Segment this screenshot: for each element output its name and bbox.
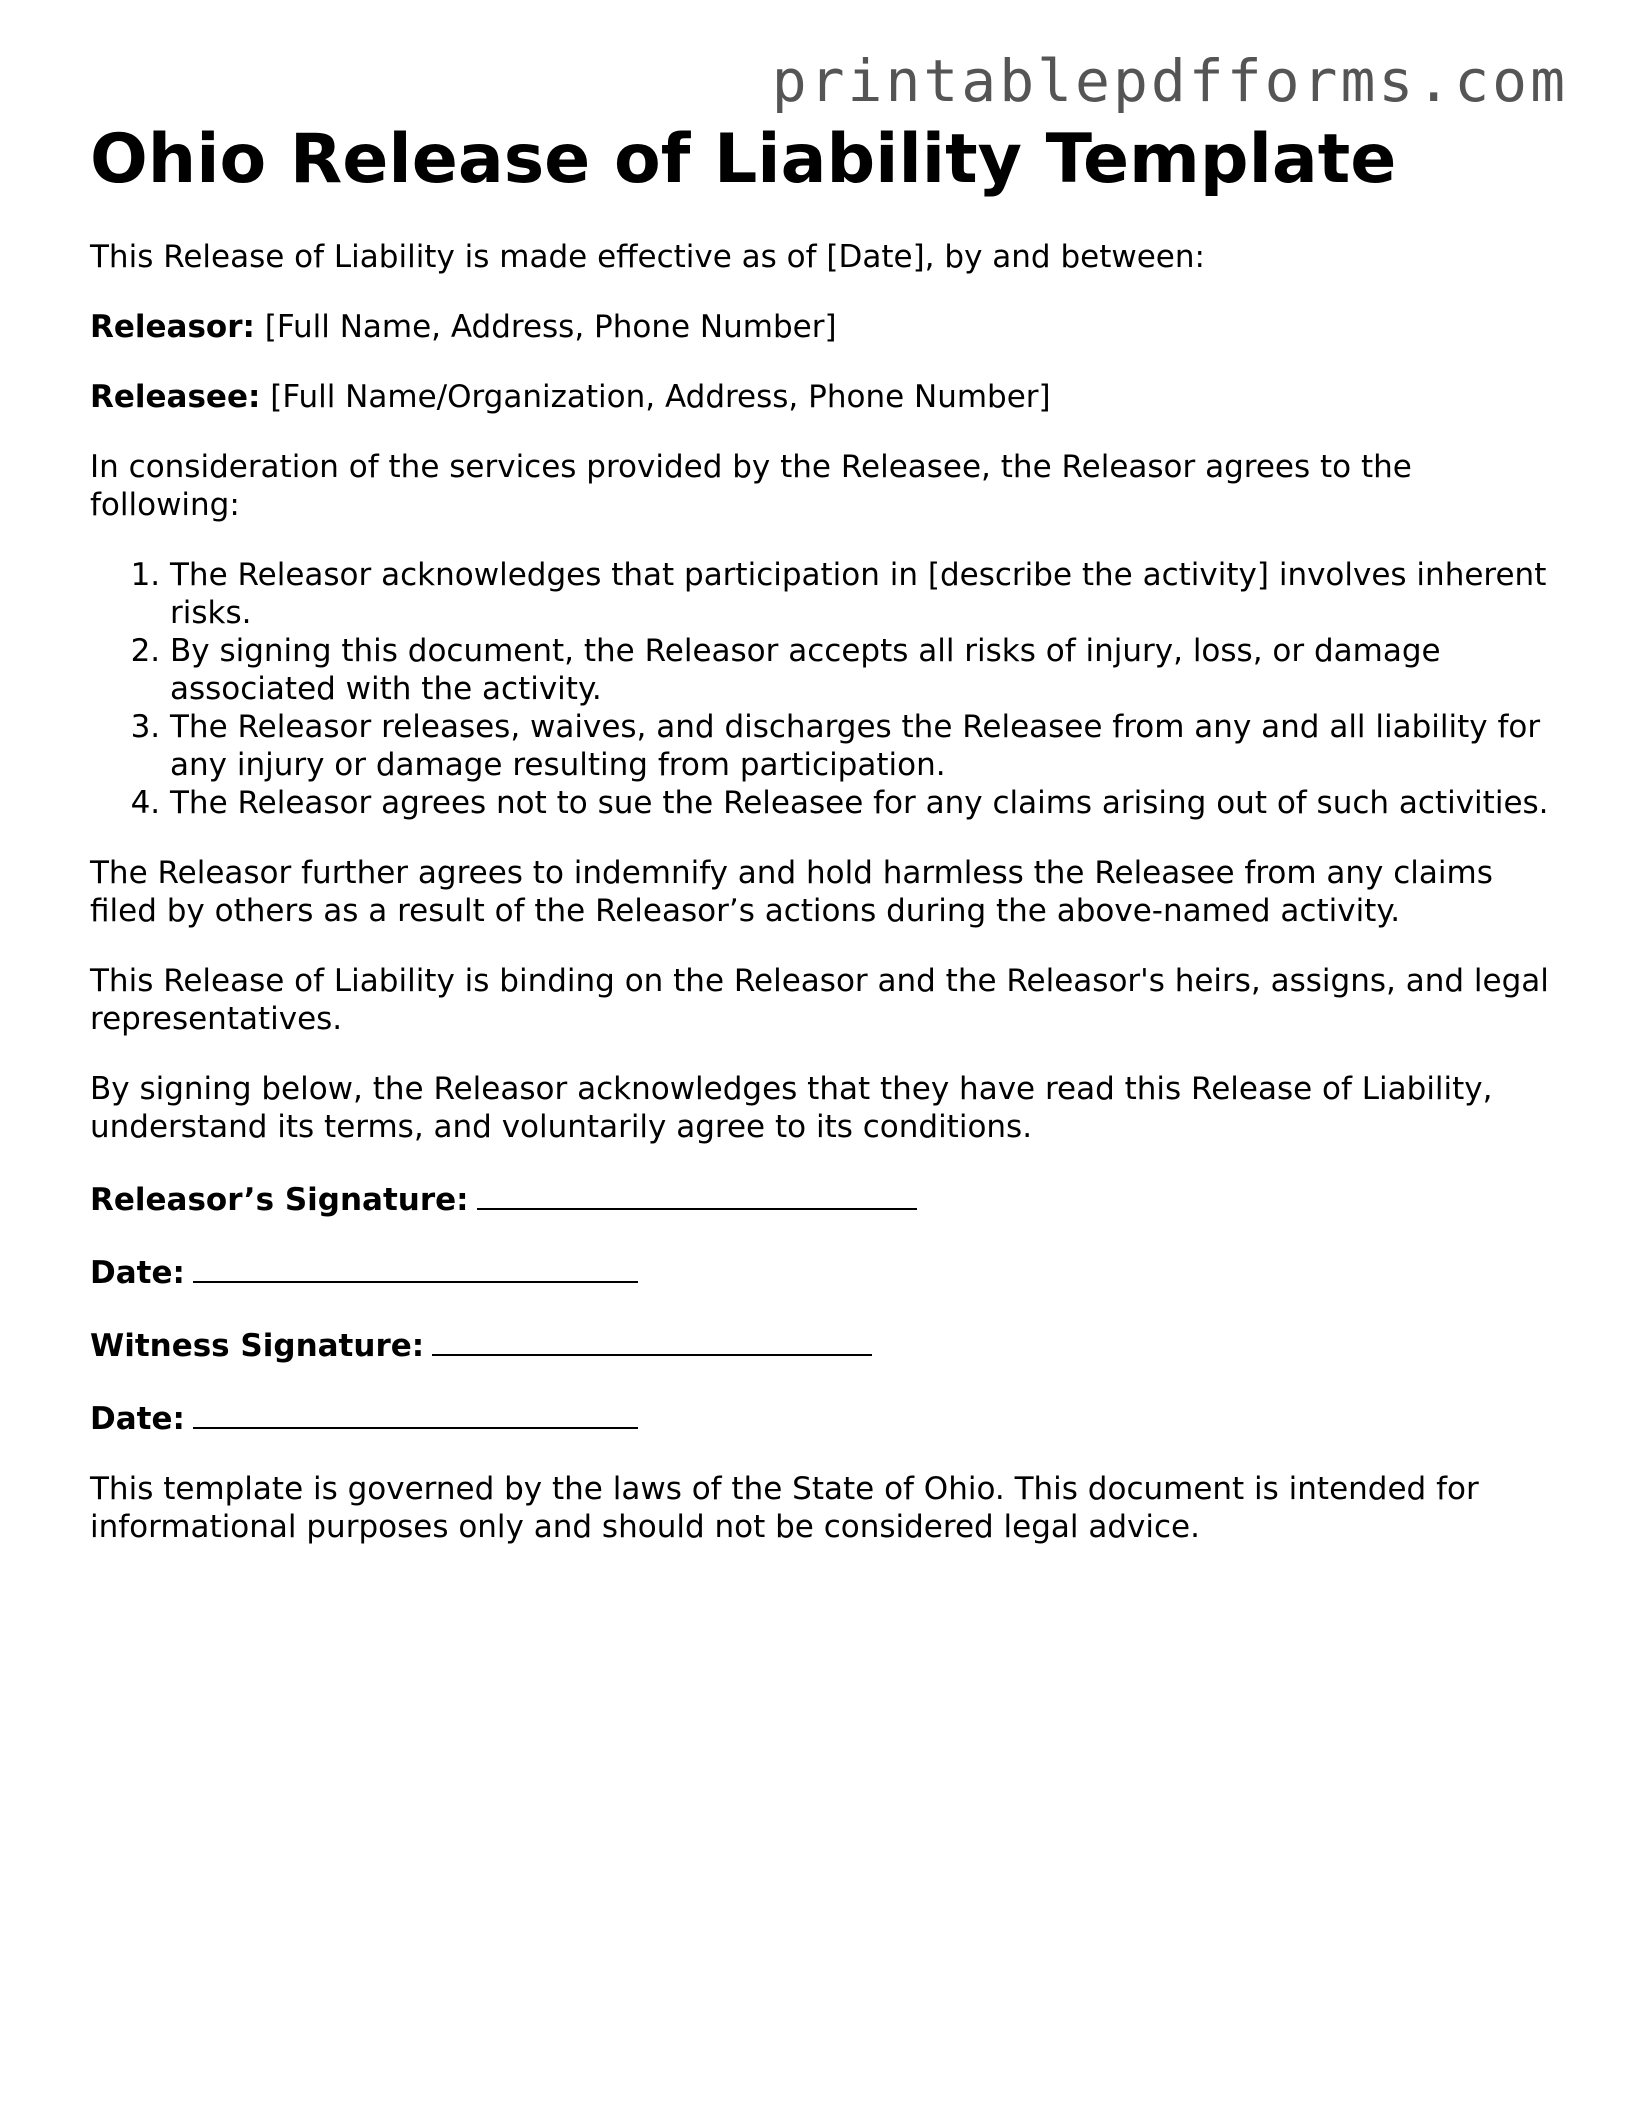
releasor-label: Releasor: <box>90 309 255 345</box>
governing-paragraph: This template is governed by the laws of the State of Ohio. This document is intended for informational purposes only and should not be considered legal advice. <box>90 1471 1479 1545</box>
releasor-signature-label: Releasor’s Signature: <box>90 1182 469 1218</box>
date-row-2 <box>90 1397 1550 1438</box>
document-page <box>90 120 1550 1578</box>
releasor-value: [Full Name, Address, Phone Number] <box>254 309 837 345</box>
list-item: 3. The Releasor releases, waives, and discharges the Releasee from any and all liability for any injury or damage resulting from participation. <box>170 708 1550 784</box>
witness-signature-row <box>90 1324 1550 1365</box>
releasor-signature-row <box>90 1178 1550 1219</box>
witness-signature-field[interactable] <box>432 1324 872 1356</box>
date-field[interactable] <box>193 1397 638 1429</box>
witness-signature-label: Witness Signature: <box>90 1328 425 1364</box>
list-item: 1. The Releasor acknowledges that participation in [describe the activity] involves inherent risks. <box>170 556 1550 632</box>
page-title: Ohio Release of Liability Template <box>90 120 1397 199</box>
watermark: printablepdfforms.com <box>771 47 1568 115</box>
date-label: Date: <box>90 1401 185 1437</box>
list-item: 2. By signing this document, the Releasor accepts all risks of injury, loss, or damage associated with the activity. <box>170 632 1550 708</box>
intro-paragraph: This Release of Liability is made effective as of [Date], by and between: <box>90 239 1205 275</box>
releasee-label: Releasee: <box>90 379 261 415</box>
list-item: 4. The Releasor agrees not to sue the Releasee for any claims arising out of such activities. <box>170 784 1550 822</box>
terms-list <box>90 556 1550 822</box>
consideration-paragraph: In consideration of the services provided by the Releasee, the Releasor agrees to the following: <box>90 449 1412 523</box>
acknowledge-paragraph: By signing below, the Releasor acknowledges that they have read this Release of Liability, understand its terms, and voluntarily agree to its conditions. <box>90 1071 1493 1145</box>
releasor-signature-field[interactable] <box>477 1178 917 1210</box>
date-row-1 <box>90 1251 1550 1292</box>
releasor-line <box>90 308 1550 346</box>
releasee-line <box>90 378 1550 416</box>
releasee-value: [Full Name/Organization, Address, Phone Number] <box>260 379 1051 415</box>
binding-paragraph: This Release of Liability is binding on the Releasor and the Releasor's heirs, assigns, and legal representatives. <box>90 963 1549 1037</box>
date-field[interactable] <box>193 1251 638 1283</box>
date-label: Date: <box>90 1255 185 1291</box>
indemnify-paragraph: The Releasor further agrees to indemnify and hold harmless the Releasee from any claims filed by others as a result of the Releasor’s actions during the above-named activity. <box>90 855 1493 929</box>
